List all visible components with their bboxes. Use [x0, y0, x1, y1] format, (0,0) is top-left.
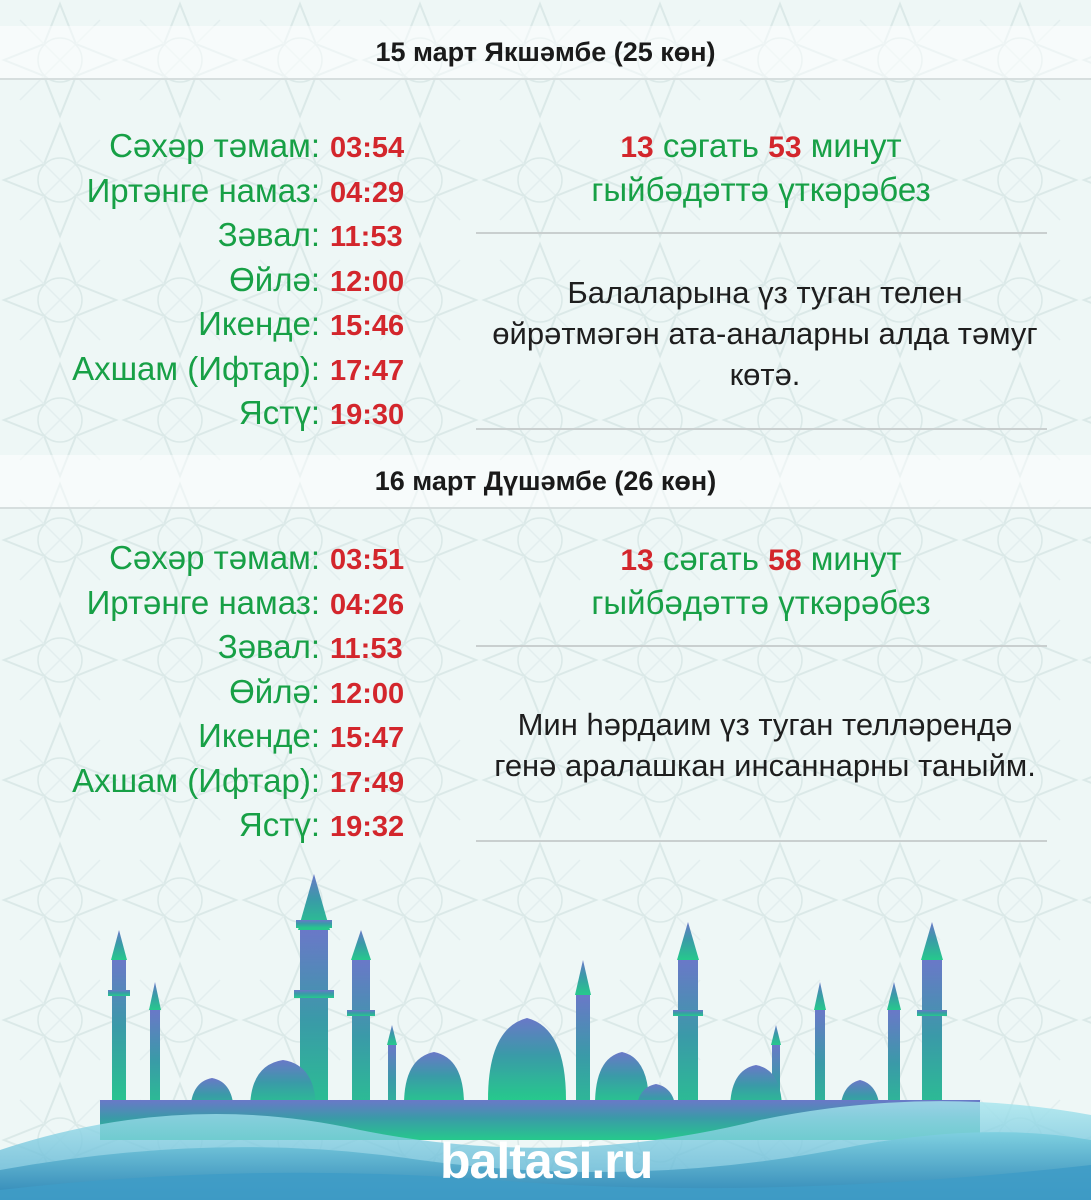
divider — [476, 428, 1047, 430]
time-value: 17:49 — [330, 766, 405, 799]
quote-2 — [460, 704, 1070, 786]
time-label: Өйлә: — [229, 672, 320, 710]
day-header-2: 16 март Дүшәмбе (26 көн) — [0, 455, 1091, 509]
time-label: Икенде: — [198, 717, 320, 754]
duration-line — [472, 125, 1050, 169]
quote-line: Балаларына үз туган телен — [567, 275, 963, 310]
divider — [476, 645, 1047, 647]
duration-line — [472, 538, 1050, 582]
time-label: Зәвал: — [217, 628, 320, 665]
duration-hours: 13 — [620, 131, 654, 164]
divider — [476, 232, 1047, 234]
duration-minutes: 58 — [768, 544, 802, 577]
time-value: 17:47 — [330, 354, 405, 387]
quote-1 — [460, 272, 1070, 395]
time-label: Ахшам (Ифтар): — [72, 761, 320, 799]
day-header-1: 15 март Якшәмбе (25 көн) — [0, 26, 1091, 80]
time-row — [0, 124, 420, 169]
time-label: Сәхәр тәмам: — [109, 539, 320, 576]
time-label: Зәвал: — [217, 216, 320, 253]
time-value: 03:54 — [330, 132, 405, 164]
time-value: 12:00 — [330, 677, 405, 710]
prayer-times-1 — [0, 124, 420, 436]
quote-line: генә аралашкан инсаннарны таныйм. — [494, 748, 1036, 783]
time-value: 11:53 — [330, 633, 403, 665]
duration-hours: 13 — [620, 544, 654, 577]
time-label: Ястү: — [238, 394, 320, 431]
time-label: Ахшам (Ифтар): — [72, 349, 320, 387]
time-label: Иртәнге намаз: — [86, 171, 320, 209]
time-row — [0, 213, 420, 258]
time-row — [0, 759, 420, 804]
hours-word: сәгать — [662, 127, 759, 164]
time-row — [0, 258, 420, 303]
time-row — [0, 670, 420, 715]
time-value: 15:47 — [330, 722, 405, 754]
time-value: 12:00 — [330, 265, 405, 298]
time-value: 04:29 — [330, 176, 405, 209]
quote-line: Мин һәрдаим үз туган телләрендә — [517, 707, 1013, 742]
time-value: 19:32 — [330, 811, 405, 843]
duration-line-2: гыйбәдәттә үткәрәбез — [591, 171, 931, 208]
time-value: 19:30 — [330, 399, 405, 431]
fasting-duration-2 — [472, 538, 1050, 624]
time-row — [0, 803, 420, 848]
fasting-duration-1 — [472, 125, 1050, 211]
time-label: Икенде: — [198, 305, 320, 342]
time-row — [0, 714, 420, 759]
minutes-word: минут — [810, 540, 902, 577]
time-row — [0, 347, 420, 392]
time-row — [0, 391, 420, 436]
time-label: Сәхәр тәмам: — [109, 127, 320, 164]
time-value: 03:51 — [330, 544, 405, 576]
time-row — [0, 581, 420, 626]
time-label: Өйлә: — [229, 260, 320, 298]
time-row — [0, 536, 420, 581]
divider — [476, 840, 1047, 842]
site-logo: baltasi.ru — [440, 1133, 653, 1189]
time-value: 11:53 — [330, 221, 403, 253]
time-row — [0, 169, 420, 214]
time-label: Иртәнге намаз: — [86, 583, 320, 621]
duration-minutes: 53 — [768, 131, 802, 164]
time-value: 04:26 — [330, 588, 405, 621]
time-label: Ястү: — [238, 806, 320, 843]
duration-line-2: гыйбәдәттә үткәрәбез — [591, 584, 931, 621]
time-row — [0, 625, 420, 670]
minutes-word: минут — [810, 127, 902, 164]
time-row — [0, 302, 420, 347]
time-value: 15:46 — [330, 310, 405, 342]
hours-word: сәгать — [662, 540, 759, 577]
quote-line: өйрәтмәгән ата-аналарны алда тәмуг — [492, 316, 1038, 351]
quote-line: көтә. — [729, 357, 801, 392]
prayer-times-2 — [0, 536, 420, 848]
